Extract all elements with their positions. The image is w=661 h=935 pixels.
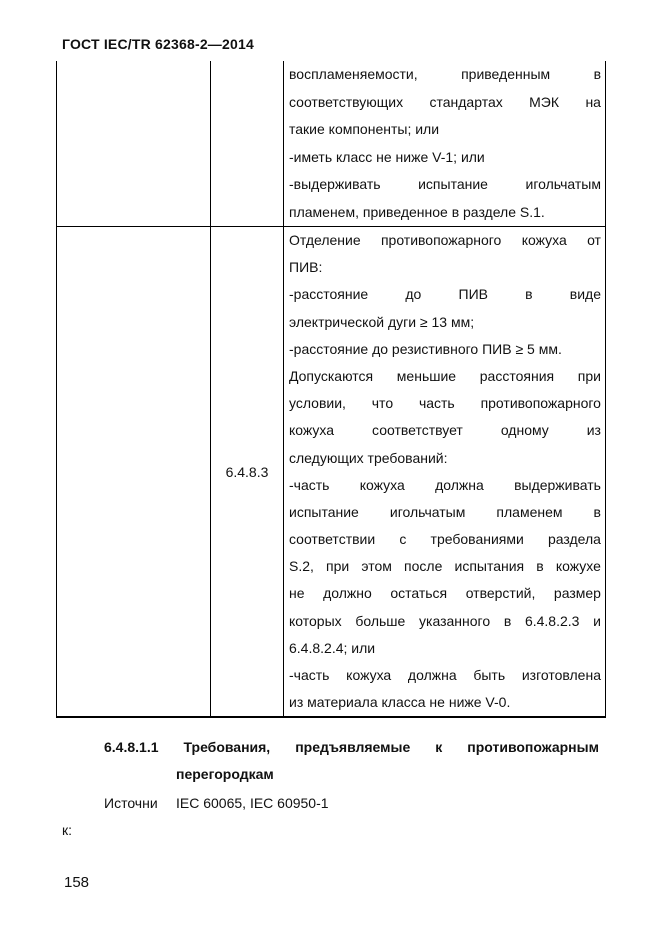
text-word: в	[593, 66, 601, 82]
table-cell-clause	[211, 61, 284, 227]
text-line	[289, 363, 601, 390]
text-word: отверстий,	[465, 585, 536, 602]
section-title-word: предъявляемые	[295, 739, 411, 755]
text-word: и	[593, 612, 601, 629]
text-word: 6.4.8.2.4; или	[289, 639, 376, 656]
text-word: в	[593, 503, 601, 520]
text-word: часть	[418, 395, 455, 412]
text-line	[289, 144, 601, 172]
text-word: требованиями	[430, 531, 524, 548]
table-cell-empty	[57, 227, 211, 718]
text-word: расстояния	[479, 367, 555, 384]
text-word: такие компоненты; или	[289, 121, 440, 137]
source-label-tail: к:	[62, 822, 73, 838]
text-word: размер	[553, 585, 601, 602]
text-word: остаться	[390, 585, 448, 602]
text-word: -расстояние	[289, 286, 369, 303]
text-word: быть	[473, 667, 506, 683]
text-word: пламенем, приведенное в разделе S.1.	[289, 203, 545, 220]
section-heading-line	[104, 734, 599, 761]
text-line	[289, 417, 601, 444]
text-line	[289, 227, 601, 254]
clause-number: 6.4.8.3	[211, 227, 284, 718]
table-cell-empty	[57, 61, 211, 227]
text-word: противопожарного	[480, 395, 601, 412]
text-line	[289, 309, 601, 336]
text-line	[289, 61, 601, 89]
text-word: что	[371, 395, 394, 412]
text-word: Допускаются	[289, 367, 374, 384]
text-word: противопожарного	[380, 232, 502, 248]
text-word: больше	[355, 612, 406, 629]
section-heading	[104, 734, 599, 788]
source-label: Источни	[104, 795, 158, 811]
text-word: -иметь класс не ниже V-1; или	[289, 148, 485, 165]
text-line	[289, 171, 601, 199]
source-text: IEC 60065, IEC 60950-1	[176, 795, 329, 811]
text-word: в	[536, 558, 544, 575]
text-word: стандартах	[429, 93, 503, 110]
text-line	[289, 445, 601, 472]
text-word: от	[587, 232, 601, 248]
text-word: которых	[289, 612, 342, 629]
text-word: меньшие	[396, 367, 457, 384]
section-title-word: к	[435, 739, 443, 755]
text-word: должна	[435, 476, 484, 493]
text-word: при	[577, 367, 601, 384]
text-line	[289, 553, 601, 580]
text-word: этом	[361, 558, 392, 575]
section-title-word: Требования,	[183, 739, 271, 755]
table-row	[57, 61, 606, 227]
text-word: с	[399, 531, 407, 548]
text-word: условии,	[289, 395, 346, 412]
text-word: -расстояние до резистивного ПИВ ≥ 5 мм.	[289, 340, 562, 357]
text-word: выдерживать	[514, 476, 601, 493]
text-word: одному	[500, 422, 549, 439]
requirement-text	[284, 61, 605, 226]
text-word: при	[326, 558, 350, 575]
text-word: виде	[569, 286, 601, 303]
text-word: не	[289, 585, 305, 602]
text-word: ПИВ:	[289, 259, 323, 276]
section-title-continuation: перегородкам	[176, 766, 274, 782]
text-word: из материала класса не ниже V-0.	[289, 694, 511, 711]
text-word: указанного	[419, 612, 491, 629]
text-line	[289, 635, 601, 662]
text-word: после	[404, 558, 443, 575]
text-word: S.2,	[289, 558, 314, 575]
text-word: игольчатым	[525, 176, 601, 192]
text-line	[289, 281, 601, 308]
table-cell-requirement	[284, 61, 606, 227]
text-word: соответствии	[289, 531, 376, 548]
text-line	[289, 254, 601, 281]
text-word: кожуха	[346, 667, 392, 683]
text-line	[289, 472, 601, 499]
text-word: кожухе	[555, 558, 601, 575]
text-word: пламенем	[496, 503, 563, 520]
text-word: испытания	[454, 558, 525, 575]
text-line	[289, 662, 601, 689]
requirements-table	[56, 61, 606, 718]
text-word: 6.4.8.2.3	[524, 612, 580, 629]
text-word: до	[405, 286, 422, 303]
text-word: МЭК	[529, 93, 560, 110]
text-line	[289, 526, 601, 553]
text-word: должно	[323, 585, 372, 602]
text-line	[289, 608, 601, 635]
section-number: 6.4.8.1.1	[104, 739, 159, 755]
text-line	[289, 116, 601, 144]
section-title-word: противопожарным	[467, 739, 599, 755]
page-header: ГОСТ IEC/TR 62368-2—2014	[62, 36, 254, 52]
text-word: из	[586, 422, 601, 439]
text-word: кожуха	[289, 422, 335, 439]
text-word: Отделение	[289, 232, 361, 248]
text-word: кожуха	[521, 232, 567, 248]
text-word: должна	[407, 667, 457, 683]
page-number: 158	[64, 874, 90, 891]
text-line	[289, 89, 601, 117]
text-word: -часть	[289, 667, 330, 683]
table-row	[57, 227, 606, 718]
source-line	[104, 790, 329, 817]
text-word: соответствующих	[289, 93, 404, 110]
text-line	[289, 390, 601, 417]
text-word: -часть	[289, 476, 330, 493]
text-word: на	[585, 93, 601, 110]
text-word: -выдерживать	[289, 176, 381, 192]
text-word: игольчатым	[389, 503, 466, 520]
table-cell-requirement	[284, 227, 606, 718]
text-word: раздела	[547, 531, 601, 548]
text-word: воспламеняемости,	[289, 66, 418, 82]
text-line	[289, 499, 601, 526]
text-word: изготовлена	[521, 667, 601, 683]
text-word: ПИВ	[458, 286, 488, 303]
text-line	[289, 336, 601, 363]
text-word: в	[503, 612, 512, 629]
text-word: испытание	[418, 176, 488, 192]
text-word: приведенным	[461, 66, 551, 82]
requirement-text	[284, 227, 605, 716]
text-word: кожуха	[359, 476, 405, 493]
text-line	[289, 580, 601, 607]
text-word: испытание	[289, 503, 359, 520]
text-word: в	[525, 286, 533, 303]
text-word: электрической дуги ≥ 13 мм;	[289, 313, 475, 330]
text-word: соответствует	[372, 422, 463, 439]
text-line	[289, 199, 601, 227]
text-line	[289, 689, 601, 716]
text-word: следующих требований:	[289, 449, 448, 466]
